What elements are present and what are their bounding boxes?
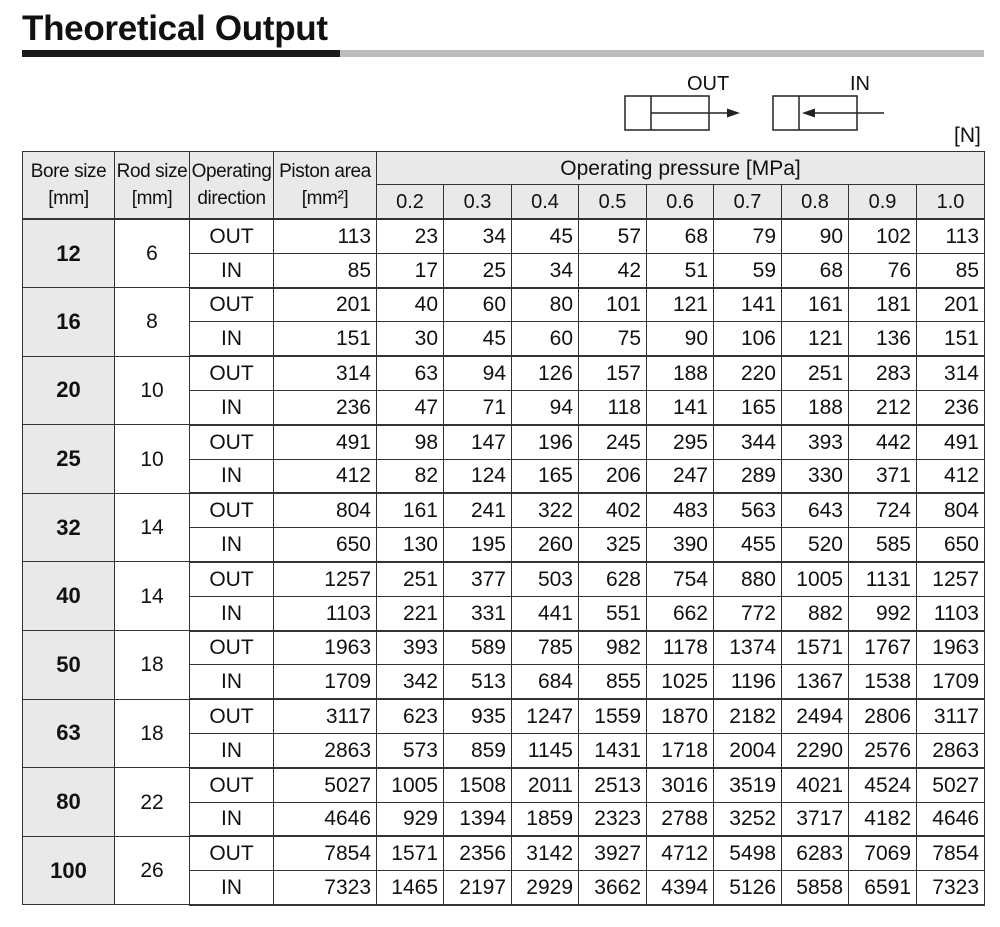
diagram-out-label: OUT	[687, 73, 730, 95]
output-value-cell: 7854	[917, 836, 985, 870]
output-value-cell: 441	[512, 596, 579, 630]
page-title: Theoretical Output	[22, 9, 328, 48]
output-value-cell: 377	[444, 562, 512, 596]
output-value-cell: 1859	[512, 802, 579, 836]
output-value-cell: 1767	[849, 631, 917, 665]
output-value-cell: 80	[512, 288, 579, 322]
title-underline	[22, 50, 984, 57]
output-value-cell: 1963	[917, 631, 985, 665]
output-value-cell: 76	[849, 253, 917, 287]
piston-area-cell: 151	[274, 322, 377, 356]
output-value-cell: 124	[444, 459, 512, 493]
output-value-cell: 322	[512, 493, 579, 527]
output-value-cell: 260	[512, 528, 579, 562]
output-value-cell: 684	[512, 665, 579, 699]
output-value-cell: 2494	[782, 699, 849, 733]
output-value-cell: 251	[377, 562, 444, 596]
output-value-cell: 85	[917, 253, 985, 287]
bore-size-cell: 32	[23, 493, 115, 562]
direction-cell: IN	[190, 802, 274, 836]
output-value-cell: 7323	[917, 871, 985, 905]
output-value-cell: 3927	[579, 836, 647, 870]
output-value-cell: 45	[512, 219, 579, 253]
piston-area-cell: 1709	[274, 665, 377, 699]
bore-size-cell: 40	[23, 562, 115, 631]
piston-area-cell: 201	[274, 288, 377, 322]
output-value-cell: 63	[377, 356, 444, 390]
output-value-cell: 121	[647, 288, 714, 322]
bore-size-cell: 63	[23, 699, 115, 768]
output-value-cell: 71	[444, 390, 512, 424]
output-value-cell: 1025	[647, 665, 714, 699]
output-value-cell: 3142	[512, 836, 579, 870]
output-value-cell: 1374	[714, 631, 782, 665]
output-value-cell: 196	[512, 425, 579, 459]
output-value-cell: 151	[917, 322, 985, 356]
output-value-cell: 662	[647, 596, 714, 630]
output-value-cell: 2182	[714, 699, 782, 733]
output-value-cell: 157	[579, 356, 647, 390]
diagram-in-label: IN	[850, 73, 870, 95]
output-value-cell: 1870	[647, 699, 714, 733]
direction-cell: OUT	[190, 562, 274, 596]
header-rod-size	[115, 152, 190, 220]
table-row	[23, 768, 985, 802]
output-value-cell: 295	[647, 425, 714, 459]
output-value-cell: 42	[579, 253, 647, 287]
piston-area-cell: 3117	[274, 699, 377, 733]
output-value-cell: 1709	[917, 665, 985, 699]
piston-area-cell: 2863	[274, 733, 377, 767]
output-value-cell: 3016	[647, 768, 714, 802]
rod-size-cell: 6	[115, 219, 190, 288]
output-value-cell: 1571	[377, 836, 444, 870]
output-value-cell: 121	[782, 322, 849, 356]
output-value-cell: 241	[444, 493, 512, 527]
output-value-cell: 94	[512, 390, 579, 424]
table-row	[23, 699, 985, 733]
output-value-cell: 1247	[512, 699, 579, 733]
rod-size-cell: 14	[115, 562, 190, 631]
output-value-cell: 75	[579, 322, 647, 356]
direction-cell: OUT	[190, 836, 274, 870]
bore-size-cell: 50	[23, 631, 115, 700]
output-value-cell: 585	[849, 528, 917, 562]
output-value-cell: 2356	[444, 836, 512, 870]
output-value-cell: 992	[849, 596, 917, 630]
rod-size-cell: 10	[115, 425, 190, 494]
piston-area-cell: 5027	[274, 768, 377, 802]
bore-size-cell: 80	[23, 768, 115, 837]
output-value-cell: 1145	[512, 733, 579, 767]
direction-cell: OUT	[190, 425, 274, 459]
output-value-cell: 1465	[377, 871, 444, 905]
output-value-cell: 1367	[782, 665, 849, 699]
header-rod-size-line1: Rod size	[116, 161, 188, 182]
output-value-cell: 188	[782, 390, 849, 424]
output-value-cell: 220	[714, 356, 782, 390]
output-value-cell: 247	[647, 459, 714, 493]
header-rod-size-line2: [mm]	[131, 188, 173, 209]
piston-area-cell: 412	[274, 459, 377, 493]
output-value-cell: 1718	[647, 733, 714, 767]
output-value-cell: 4712	[647, 836, 714, 870]
output-value-cell: 650	[917, 528, 985, 562]
header-bore-size-line1: Bore size	[30, 161, 107, 182]
output-value-cell: 1257	[917, 562, 985, 596]
output-value-cell: 283	[849, 356, 917, 390]
output-value-cell: 442	[849, 425, 917, 459]
header-pressure-value: 0.7	[714, 185, 782, 220]
output-value-cell: 106	[714, 322, 782, 356]
output-value-cell: 785	[512, 631, 579, 665]
rod-size-cell: 18	[115, 631, 190, 700]
output-value-cell: 94	[444, 356, 512, 390]
direction-cell: OUT	[190, 288, 274, 322]
piston-area-cell: 7323	[274, 871, 377, 905]
output-value-cell: 201	[917, 288, 985, 322]
output-value-cell: 40	[377, 288, 444, 322]
output-value-cell: 5027	[917, 768, 985, 802]
output-value-cell: 221	[377, 596, 444, 630]
output-value-cell: 4182	[849, 802, 917, 836]
output-value-cell: 6591	[849, 871, 917, 905]
output-value-cell: 371	[849, 459, 917, 493]
output-value-cell: 51	[647, 253, 714, 287]
output-value-cell: 59	[714, 253, 782, 287]
output-value-cell: 3519	[714, 768, 782, 802]
direction-cell: OUT	[190, 356, 274, 390]
output-value-cell: 47	[377, 390, 444, 424]
output-value-cell: 30	[377, 322, 444, 356]
output-value-cell: 2863	[917, 733, 985, 767]
output-value-cell: 859	[444, 733, 512, 767]
output-value-cell: 113	[917, 219, 985, 253]
bore-size-cell: 16	[23, 288, 115, 357]
bore-size-cell: 20	[23, 356, 115, 425]
header-bore-size-line2: [mm]	[48, 188, 89, 209]
output-value-cell: 82	[377, 459, 444, 493]
output-value-cell: 2806	[849, 699, 917, 733]
table-row	[23, 493, 985, 527]
output-value-cell: 130	[377, 528, 444, 562]
direction-cell: OUT	[190, 631, 274, 665]
header-operating-direction	[190, 152, 274, 220]
output-value-cell: 513	[444, 665, 512, 699]
output-value-cell: 181	[849, 288, 917, 322]
output-value-cell: 643	[782, 493, 849, 527]
output-value-cell: 206	[579, 459, 647, 493]
piston-area-cell: 7854	[274, 836, 377, 870]
header-pressure-value: 0.8	[782, 185, 849, 220]
output-value-cell: 2011	[512, 768, 579, 802]
output-value-cell: 101	[579, 288, 647, 322]
output-value-cell: 45	[444, 322, 512, 356]
output-value-cell: 503	[512, 562, 579, 596]
output-value-cell: 1431	[579, 733, 647, 767]
output-value-cell: 2513	[579, 768, 647, 802]
piston-area-cell: 1257	[274, 562, 377, 596]
output-value-cell: 6283	[782, 836, 849, 870]
output-value-cell: 68	[782, 253, 849, 287]
output-value-cell: 5858	[782, 871, 849, 905]
direction-cell: IN	[190, 733, 274, 767]
output-value-cell: 3662	[579, 871, 647, 905]
output-value-cell: 136	[849, 322, 917, 356]
output-value-cell: 60	[512, 322, 579, 356]
output-value-cell: 491	[917, 425, 985, 459]
table-row	[23, 219, 985, 253]
output-value-cell: 3717	[782, 802, 849, 836]
piston-area-cell: 1103	[274, 596, 377, 630]
direction-cell: IN	[190, 390, 274, 424]
rod-size-cell: 22	[115, 768, 190, 837]
header-piston-area	[274, 152, 377, 220]
unit-label: [N]	[954, 124, 981, 147]
output-value-cell: 141	[647, 390, 714, 424]
output-value-cell: 1394	[444, 802, 512, 836]
output-value-cell: 1178	[647, 631, 714, 665]
output-value-cell: 589	[444, 631, 512, 665]
piston-area-cell: 314	[274, 356, 377, 390]
direction-cell: IN	[190, 665, 274, 699]
direction-cell: OUT	[190, 768, 274, 802]
output-value-cell: 2290	[782, 733, 849, 767]
output-value-cell: 520	[782, 528, 849, 562]
output-value-cell: 34	[444, 219, 512, 253]
header-pressure-value: 1.0	[917, 185, 985, 220]
output-value-cell: 289	[714, 459, 782, 493]
output-value-cell: 60	[444, 288, 512, 322]
header-piston-area-line1: Piston area	[279, 161, 371, 182]
piston-area-cell: 113	[274, 219, 377, 253]
table-row	[23, 631, 985, 665]
theoretical-output-table	[22, 151, 985, 906]
output-value-cell: 195	[444, 528, 512, 562]
output-value-cell: 2323	[579, 802, 647, 836]
output-value-cell: 1538	[849, 665, 917, 699]
output-value-cell: 118	[579, 390, 647, 424]
direction-cell: IN	[190, 322, 274, 356]
bore-size-cell: 12	[23, 219, 115, 288]
output-value-cell: 212	[849, 390, 917, 424]
output-value-cell: 402	[579, 493, 647, 527]
output-value-cell: 804	[917, 493, 985, 527]
output-value-cell: 1005	[377, 768, 444, 802]
output-value-cell: 882	[782, 596, 849, 630]
output-value-cell: 1196	[714, 665, 782, 699]
bore-size-cell: 25	[23, 425, 115, 494]
output-value-cell: 1103	[917, 596, 985, 630]
piston-area-cell: 491	[274, 425, 377, 459]
direction-cell: IN	[190, 596, 274, 630]
output-value-cell: 141	[714, 288, 782, 322]
piston-area-cell: 1963	[274, 631, 377, 665]
output-value-cell: 1559	[579, 699, 647, 733]
output-value-cell: 4021	[782, 768, 849, 802]
output-value-cell: 3252	[714, 802, 782, 836]
output-value-cell: 1508	[444, 768, 512, 802]
output-value-cell: 342	[377, 665, 444, 699]
rod-size-cell: 26	[115, 836, 190, 905]
cylinder-direction-diagram	[620, 92, 890, 134]
piston-area-cell: 650	[274, 528, 377, 562]
output-value-cell: 4394	[647, 871, 714, 905]
output-value-cell: 551	[579, 596, 647, 630]
output-value-cell: 90	[647, 322, 714, 356]
output-value-cell: 79	[714, 219, 782, 253]
direction-cell: IN	[190, 871, 274, 905]
output-value-cell: 483	[647, 493, 714, 527]
piston-area-cell: 4646	[274, 802, 377, 836]
output-value-cell: 855	[579, 665, 647, 699]
output-value-cell: 1005	[782, 562, 849, 596]
output-value-cell: 25	[444, 253, 512, 287]
direction-cell: IN	[190, 253, 274, 287]
output-value-cell: 98	[377, 425, 444, 459]
table-row	[23, 356, 985, 390]
output-value-cell: 623	[377, 699, 444, 733]
direction-cell: OUT	[190, 493, 274, 527]
output-value-cell: 7069	[849, 836, 917, 870]
direction-cell: IN	[190, 459, 274, 493]
output-value-cell: 5126	[714, 871, 782, 905]
output-value-cell: 1571	[782, 631, 849, 665]
output-value-cell: 165	[714, 390, 782, 424]
output-value-cell: 390	[647, 528, 714, 562]
header-pressure-value: 0.5	[579, 185, 647, 220]
direction-cell: OUT	[190, 219, 274, 253]
header-operating-pressure: Operating pressure [MPa]	[377, 152, 985, 185]
header-operating-direction-line2: direction	[197, 188, 266, 209]
output-value-cell: 102	[849, 219, 917, 253]
output-value-cell: 147	[444, 425, 512, 459]
output-value-cell: 126	[512, 356, 579, 390]
output-value-cell: 90	[782, 219, 849, 253]
output-value-cell: 772	[714, 596, 782, 630]
output-value-cell: 2004	[714, 733, 782, 767]
output-value-cell: 2197	[444, 871, 512, 905]
output-value-cell: 4646	[917, 802, 985, 836]
header-pressure-value: 0.3	[444, 185, 512, 220]
output-value-cell: 23	[377, 219, 444, 253]
output-value-cell: 188	[647, 356, 714, 390]
output-value-cell: 161	[377, 493, 444, 527]
output-value-cell: 251	[782, 356, 849, 390]
output-value-cell: 412	[917, 459, 985, 493]
output-value-cell: 236	[917, 390, 985, 424]
output-value-cell: 331	[444, 596, 512, 630]
output-value-cell: 455	[714, 528, 782, 562]
output-value-cell: 982	[579, 631, 647, 665]
output-value-cell: 2788	[647, 802, 714, 836]
output-value-cell: 165	[512, 459, 579, 493]
header-pressure-value: 0.9	[849, 185, 917, 220]
output-value-cell: 754	[647, 562, 714, 596]
output-value-cell: 1131	[849, 562, 917, 596]
output-value-cell: 57	[579, 219, 647, 253]
table-row	[23, 836, 985, 870]
output-value-cell: 563	[714, 493, 782, 527]
output-value-cell: 573	[377, 733, 444, 767]
bore-size-cell: 100	[23, 836, 115, 905]
output-value-cell: 393	[782, 425, 849, 459]
output-value-cell: 628	[579, 562, 647, 596]
output-value-cell: 393	[377, 631, 444, 665]
header-operating-direction-line1: Operating	[191, 161, 272, 182]
output-value-cell: 34	[512, 253, 579, 287]
header-pressure-value: 0.6	[647, 185, 714, 220]
cylinder-out-icon	[625, 96, 740, 130]
output-value-cell: 325	[579, 528, 647, 562]
output-value-cell: 68	[647, 219, 714, 253]
table-row	[23, 425, 985, 459]
output-value-cell: 935	[444, 699, 512, 733]
piston-area-cell: 804	[274, 493, 377, 527]
rod-size-cell: 18	[115, 699, 190, 768]
table-row	[23, 562, 985, 596]
output-value-cell: 314	[917, 356, 985, 390]
cylinder-in-icon	[773, 96, 884, 130]
output-value-cell: 330	[782, 459, 849, 493]
direction-cell: IN	[190, 528, 274, 562]
output-value-cell: 17	[377, 253, 444, 287]
output-value-cell: 880	[714, 562, 782, 596]
output-value-cell: 344	[714, 425, 782, 459]
header-pressure-value: 0.4	[512, 185, 579, 220]
header-bore-size	[23, 152, 115, 220]
piston-area-cell: 236	[274, 390, 377, 424]
output-value-cell: 2576	[849, 733, 917, 767]
output-value-cell: 161	[782, 288, 849, 322]
direction-cell: OUT	[190, 699, 274, 733]
output-value-cell: 5498	[714, 836, 782, 870]
rod-size-cell: 10	[115, 356, 190, 425]
output-value-cell: 929	[377, 802, 444, 836]
output-value-cell: 3117	[917, 699, 985, 733]
output-value-cell: 724	[849, 493, 917, 527]
rod-size-cell: 8	[115, 288, 190, 357]
output-value-cell: 4524	[849, 768, 917, 802]
output-value-cell: 2929	[512, 871, 579, 905]
table-row	[23, 288, 985, 322]
header-pressure-value: 0.2	[377, 185, 444, 220]
piston-area-cell: 85	[274, 253, 377, 287]
rod-size-cell: 14	[115, 493, 190, 562]
header-piston-area-line2: [mm²]	[301, 188, 349, 209]
output-value-cell: 245	[579, 425, 647, 459]
